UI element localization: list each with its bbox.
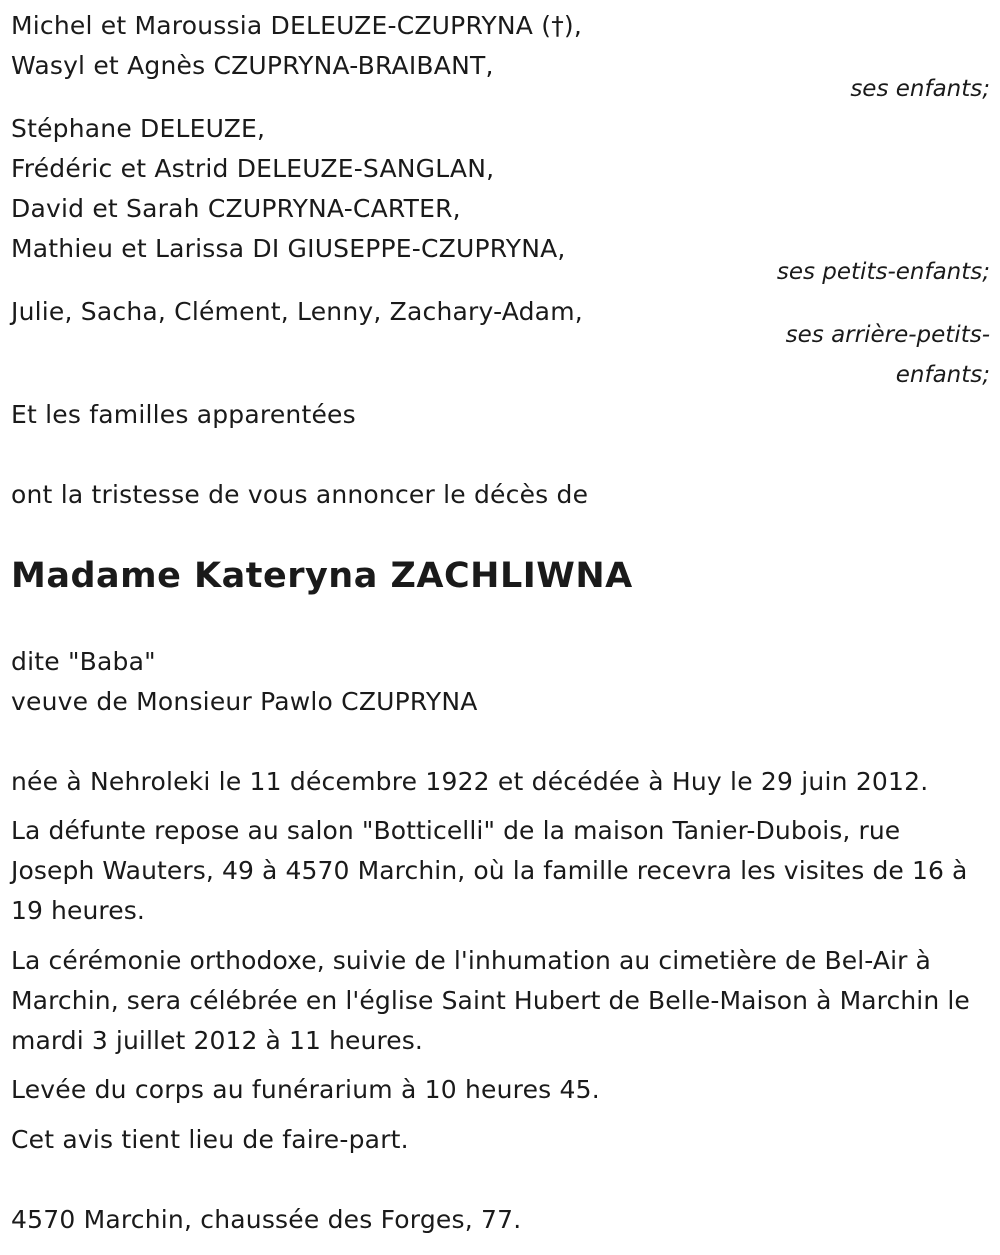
notice-line: Cet avis tient lieu de faire-part. [11, 1125, 409, 1154]
relatives-line: Et les familles apparentées [11, 400, 356, 429]
procession-line: Levée du corps au funérarium à 10 heures 45. [11, 1075, 600, 1104]
great-grandchildren-label-2: enfants; [895, 362, 990, 388]
grandchild-line-4: Mathieu et Larissa DI GIUSEPPE-CZUPRYNA, [11, 234, 566, 263]
grandchild-line-2: Frédéric et Astrid DELEUZE-SANGLAN, [11, 154, 495, 183]
grandchild-line-3: David et Sarah CZUPRYNA-CARTER, [11, 194, 461, 223]
great-grandchildren-label-1: ses arrière-petits- [785, 322, 990, 348]
grandchildren-label: ses petits-enfants; [776, 259, 990, 285]
birth-death-line: née à Nehroleki le 11 décembre 1922 et décédée à Huy le 29 juin 2012. [11, 767, 929, 796]
children-label: ses enfants; [850, 76, 990, 102]
deceased-name: Madame Kateryna ZACHLIWNA [11, 556, 633, 596]
widow-line: veuve de Monsieur Pawlo CZUPRYNA [11, 687, 478, 716]
ceremony-paragraph: La cérémonie orthodoxe, suivie de l'inhumation au cimetière de Bel-Air à Marchin, sera célébrée en l'église Saint Hubert de Belle-Maison à Marchin le mardi 3 juillet 2012 à 11 heures. [11, 946, 970, 1055]
address-line: 4570 Marchin, chaussée des Forges, 77. [11, 1205, 522, 1234]
announcement-line: ont la tristesse de vous annoncer le décès de [11, 480, 589, 509]
nickname-line: dite "Baba" [11, 647, 156, 676]
child-line-1: Michel et Maroussia DELEUZE-CZUPRYNA (†), [11, 11, 583, 40]
great-grandchildren-line: Julie, Sacha, Clément, Lenny, Zachary-Adam, [11, 297, 583, 326]
grandchild-line-1: Stéphane DELEUZE, [11, 114, 266, 143]
child-line-2: Wasyl et Agnès CZUPRYNA-BRAIBANT, [11, 51, 494, 80]
visitation-paragraph: La défunte repose au salon "Botticelli" de la maison Tanier-Dubois, rue Joseph Wauters, 49 à 4570 Marchin, où la famille recevra les visites de 16 à 19 heures. [11, 816, 968, 925]
